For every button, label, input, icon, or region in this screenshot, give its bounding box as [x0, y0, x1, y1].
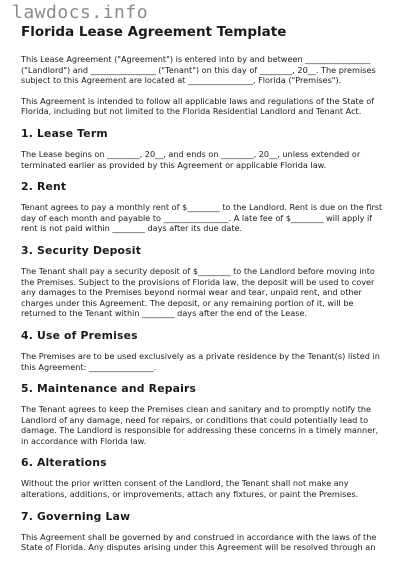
document-body — [21, 24, 383, 563]
section-body: Tenant agrees to pay a monthly rent of $________ to the Landlord. Rent is due on the first day of each month and payable to ________________. A late fee of $________ will apply if rent is not paid within ________ days after its due date. — [21, 202, 383, 234]
section-body: The Lease begins on ________, 20__, and ends on ________, 20__, unless extended or terminated earlier as provided by this Agreement or applicable Florida law. — [21, 148, 361, 170]
document-title: Florida Lease Agreement Template — [21, 24, 287, 40]
section-heading: 7. Governing Law — [21, 509, 131, 523]
intro-paragraph: This Lease Agreement ("Agreement") is entered into by and between ________________ ("Landlord") and ________________ ("Tenant") on this day of ________, 20__. The premises subject to this Agreement are located at ________________, Florida ("Premises"). — [21, 54, 376, 86]
section-body: The Premises are to be used exclusively as a private residence by the Tenant(s) listed in this Agreement: ________________. — [21, 350, 380, 372]
section-lease-term — [21, 127, 383, 170]
section-security-deposit — [21, 244, 383, 319]
section-governing-law — [21, 510, 383, 553]
section-use-of-premises — [21, 329, 383, 372]
section-alterations — [21, 456, 383, 499]
section-maintenance-repairs — [21, 382, 383, 446]
section-heading: 6. Alterations — [21, 456, 107, 470]
intro-paragraph: This Agreement is intended to follow all applicable laws and regulations of the State of Florida, including but not limited to the Florida Residential Landlord and Tenant Act. — [21, 95, 375, 117]
section-heading: 2. Rent — [21, 180, 67, 194]
section-body: Without the prior written consent of the Landlord, the Tenant shall not make any alterations, additions, or improvements, attach any fixtures, or paint the Premises. — [21, 478, 359, 500]
section-body: This Agreement shall be governed by and construed in accordance with the laws of the State of Florida. Any disputes arising under this Agreement will be resolved through an — [21, 531, 377, 553]
section-heading: 1. Lease Term — [21, 126, 108, 140]
section-body: The Tenant agrees to keep the Premises clean and sanitary and to promptly notify the Landlord of any damage, need for repairs, or conditions that could potentially lead to damage. The Landlord is responsible for addressing these concerns in a timely manner, in accordance with Florida law. — [21, 404, 379, 446]
section-rent — [21, 180, 383, 234]
section-body: The Tenant shall pay a security deposit of $________ to the Landlord before moving into the Premises. Subject to the provisions of Florida law, the deposit will be used to cover any damages to the Premises beyond normal wear and tear, unpaid rent, and other charges under this Agreement. The deposit, or any remaining portion of it, will be returned to the Tenant within ________ days after the end of the Lease. — [21, 265, 375, 319]
section-heading: 4. Use of Premises — [21, 328, 138, 342]
section-heading: 5. Maintenance and Repairs — [21, 382, 197, 396]
section-heading: 3. Security Deposit — [21, 243, 142, 257]
site-watermark: lawdocs.info — [12, 2, 149, 23]
